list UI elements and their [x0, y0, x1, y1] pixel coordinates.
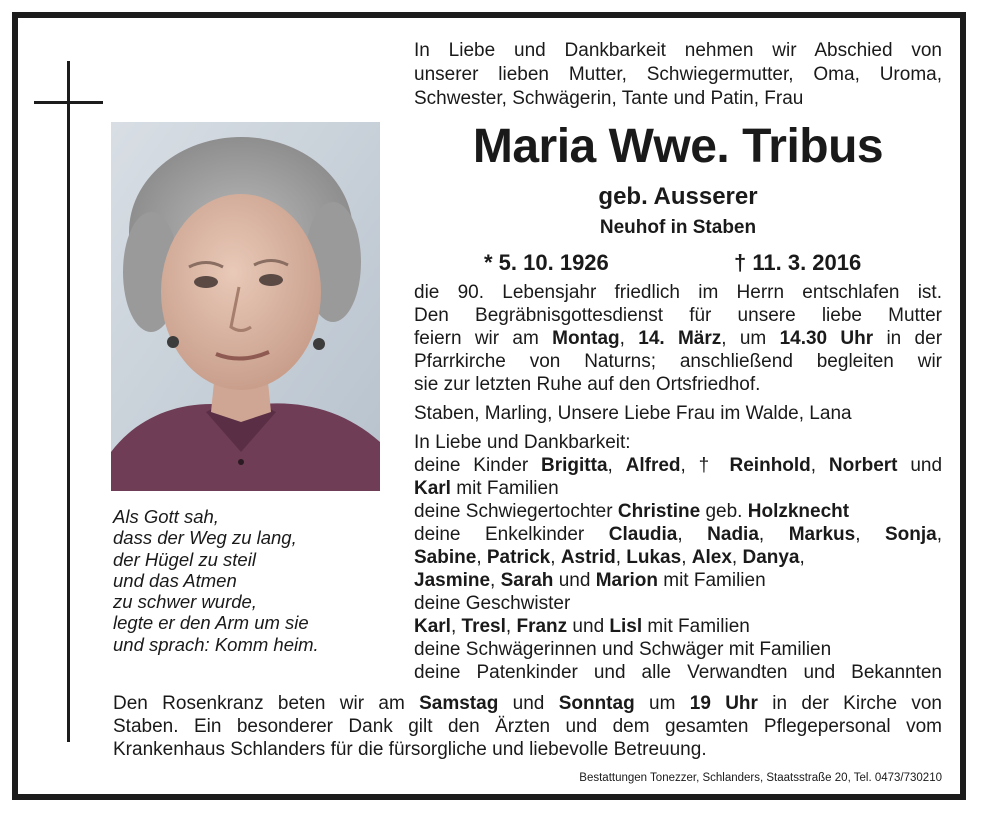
places: Staben, Marling, Unsere Liebe Frau im Walde, Lana [414, 403, 852, 424]
children-line: Karl mit Familien [414, 478, 559, 499]
funeral-line: sie zur letzten Ruhe auf den Ortsfriedhof. [414, 374, 761, 395]
birth-date: * 5. 10. 1926 [484, 250, 609, 275]
daughter-in-law-line: deine Schwiegertochter Christine geb. Holzknecht [414, 501, 850, 522]
poem-line: und sprach: Komm heim. [113, 633, 319, 655]
deceased-name: Maria Wwe. Tribus [472, 120, 884, 173]
intro-line: Schwester, Schwägerin, Tante und Patin, Frau [414, 88, 804, 109]
cross-icon [67, 61, 70, 742]
children-line: deine Kinder Brigitta, Alfred, † Reinhold, Norbert und [414, 455, 943, 476]
poem-line: und das Atmen [113, 569, 237, 591]
thanks-line: Krankenhaus Schlanders für die fürsorgliche und liebevolle Betreuung. [113, 739, 707, 760]
intro-line: unserer lieben Mutter, Schwiegermutter, Oma, Uroma, [414, 64, 942, 85]
cross-icon-bar [34, 101, 103, 104]
grandchildren-line: Sabine, Patrick, Astrid, Lukas, Alex, Danya, [414, 547, 805, 568]
poem-line: legte er den Arm um sie [113, 612, 309, 634]
siblings-line: Karl, Tresl, Franz und Lisl mit Familien [414, 616, 750, 637]
poem-line: dass der Weg zu lang, [113, 527, 297, 549]
grandchildren-line: Jasmine, Sarah und Marion mit Familien [414, 570, 766, 591]
grandchildren-line: deine Enkelkinder Claudia, Nadia, Markus, Sonja, [414, 524, 943, 545]
residence: Neuhof in Staben [599, 217, 757, 238]
funeral-day: Montag [552, 328, 620, 349]
passing-line: die 90. Lebensjahr friedlich im Herrn entschlafen ist. [414, 282, 942, 303]
portrait-photo [111, 122, 380, 491]
mourners-intro: In Liebe und Dankbarkeit: [414, 432, 631, 453]
funeral-line: feiern wir am Montag, 14. März, um 14.30 Uhr in der [414, 328, 943, 349]
funeral-time: 14.30 Uhr [779, 328, 874, 349]
poem [113, 506, 393, 655]
birth-name: geb. Ausserer [598, 183, 758, 210]
godchildren-line: deine Patenkinder und alle Verwandten und Bekannten [414, 662, 942, 683]
funeral-line: Pfarrkirche von Naturns; anschließend begleiten wir [414, 351, 942, 372]
rosary-line: Den Rosenkranz beten wir am Samstag und Sonntag um 19 Uhr in der Kirche von [113, 693, 943, 714]
poem-line: der Hügel zu steil [113, 548, 256, 570]
in-laws-line: deine Schwägerinnen und Schwäger mit Familien [414, 639, 832, 660]
passing-line: Den Begräbnisgottesdienst für unsere liebe Mutter [414, 305, 942, 326]
poem-line: Als Gott sah, [113, 506, 219, 527]
siblings-intro: deine Geschwister [414, 593, 571, 614]
funeral-home-footer: Bestattungen Tonezzer, Schlanders, Staatsstraße 20, Tel. 0473/730210 [579, 772, 942, 784]
death-date: † 11. 3. 2016 [734, 250, 862, 275]
thanks-line: Staben. Ein besonderer Dank gilt den Ärzten und dem gesamten Pflegepersonal vom [113, 716, 942, 737]
intro-line: In Liebe und Dankbarkeit nehmen wir Abschied von [414, 40, 942, 61]
poem-line: zu schwer wurde, [113, 591, 257, 613]
funeral-date: 14. März [638, 328, 722, 349]
